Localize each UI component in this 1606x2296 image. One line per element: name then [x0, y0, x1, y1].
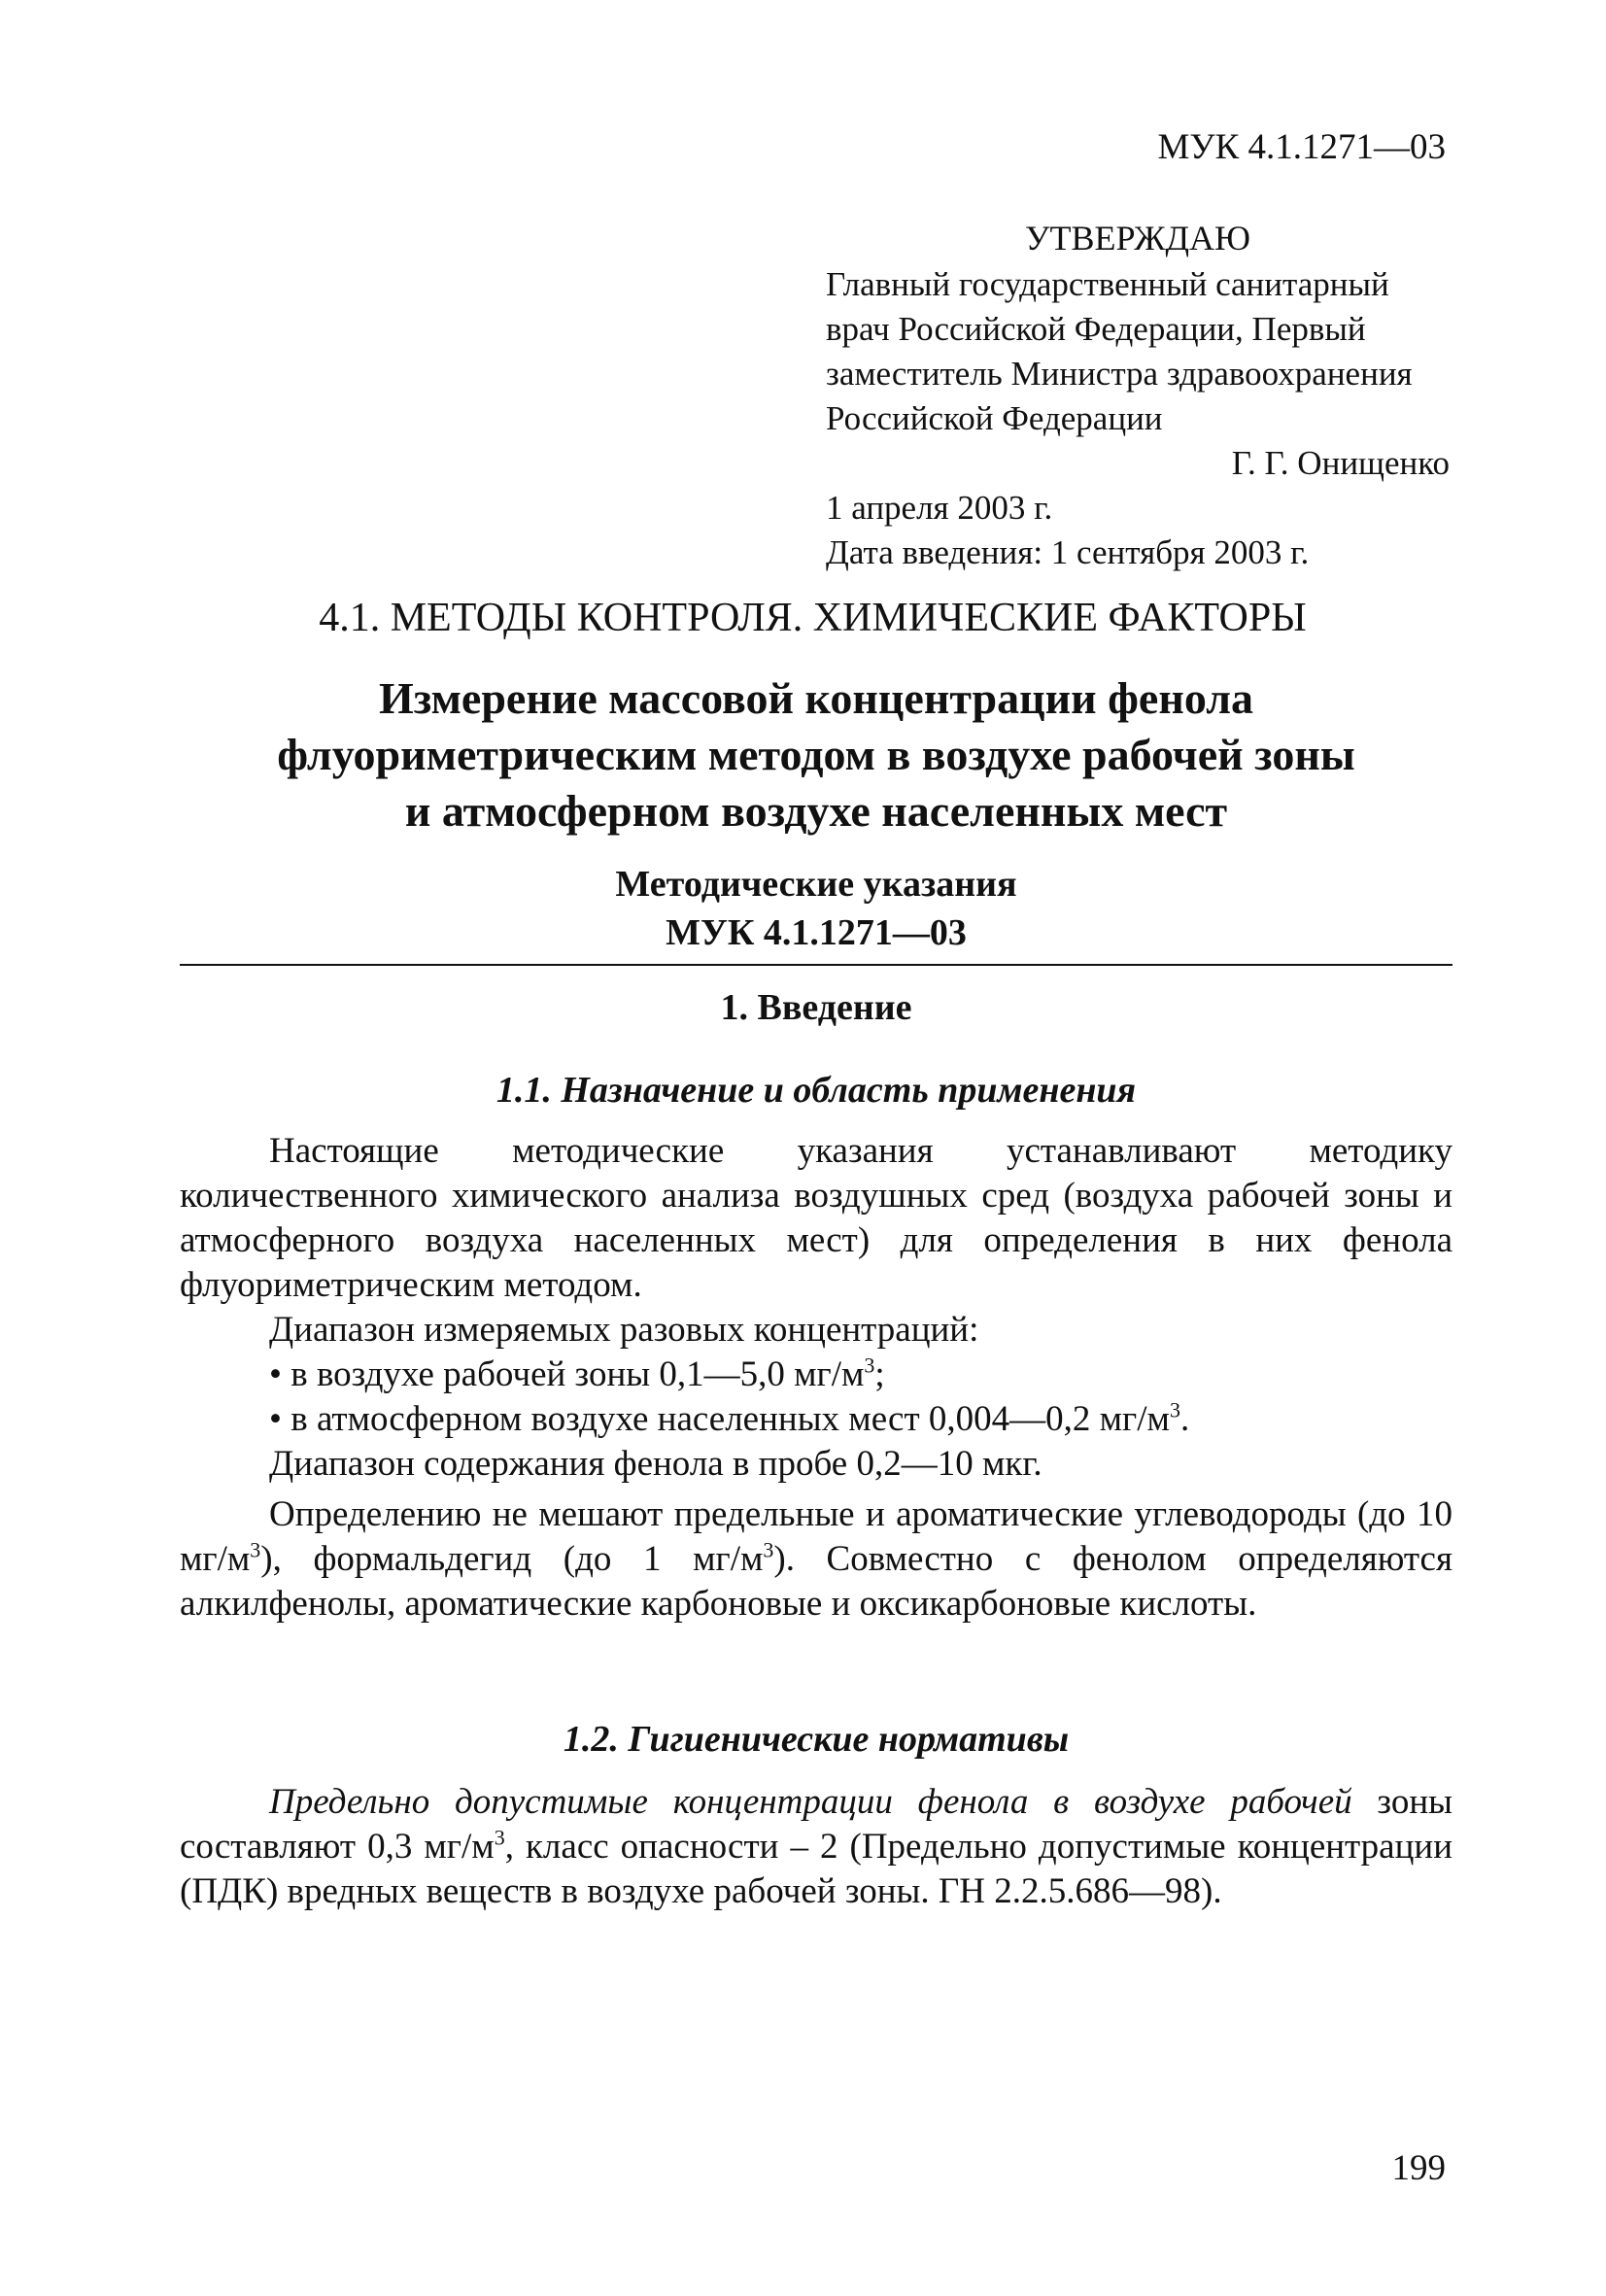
- approval-line: заместитель Министра здравоохранения: [826, 355, 1413, 393]
- bullet-icon: •: [269, 1399, 291, 1439]
- section-heading: 1. Введение: [720, 987, 912, 1028]
- paragraph: Диапазон измеряемых разовых концентраций:: [269, 1310, 979, 1350]
- bullet-icon: •: [269, 1354, 291, 1394]
- document-type: [175, 860, 1457, 957]
- list-item: • в воздухе рабочей зоны 0,1—5,0 $мг/м^3$;: [269, 1353, 885, 1394]
- page-number: 199: [1391, 2148, 1446, 2188]
- title-line: и атмосферном воздухе населенных мест: [404, 786, 1228, 836]
- subsection-heading: 1.1. Назначение и область применения: [495, 1070, 1137, 1111]
- paragraph: Определению не мешают предельные и ароматические углеводороды (до 10 $мг/м^3$), формальдегид (до 1 $мг/м^3$). Совместно с фенолом определяются алкилфенолы, ароматические карбоновые и оксикарбоновые кислоты.: [180, 1494, 1452, 1624]
- approval-line: Российской Федерации: [826, 399, 1163, 437]
- list-item: • в атмосферном воздухе населенных мест 0,004—0,2 $мг/м^3$.: [269, 1397, 1190, 1439]
- paragraph: Предельно допустимые концентрации фенола в воздухе рабочей зоны составляют 0,3 $мг/м^3$, класс опасности – 2 (Предельно допустимые концентрации (ПДК) вредных веществ в воздухе рабочей зоны. ГН 2.2.5.686—98).: [180, 1782, 1452, 1911]
- doc-type-line: Методические указания: [615, 864, 1017, 905]
- subsection-body: [180, 1780, 1452, 1914]
- title-line: Измерение массовой концентрации фенола: [378, 673, 1254, 723]
- intro-date: Дата введения: 1 сентября 2003 г.: [826, 533, 1310, 571]
- divider: [180, 964, 1452, 966]
- subsection-heading: 1.2. Гигиенические нормативы: [563, 1719, 1070, 1760]
- subsection-body: [180, 1129, 1452, 1627]
- approval-signer: Г. Г. Онищенко: [1231, 444, 1450, 482]
- approval-date: 1 апреля 2003 г.: [826, 489, 1053, 527]
- series-heading: 4.1. МЕТОДЫ КОНТРОЛЯ. ХИМИЧЕСКИЕ ФАКТОРЫ: [319, 596, 1307, 640]
- paragraph: Диапазон содержания фенола в пробе 0,2—10 мкг.: [269, 1444, 1042, 1484]
- approval-line: врач Российской Федерации, Первый: [826, 310, 1366, 348]
- approval-block: [826, 216, 1450, 575]
- doc-code-header: МУК 4.1.1271—03: [1157, 127, 1446, 167]
- title-line: флуориметрическим методом в воздухе рабочей зоны: [277, 730, 1355, 779]
- approval-line: Главный государственный санитарный: [826, 265, 1389, 303]
- approval-title: УТВЕРЖДАЮ: [1024, 219, 1251, 257]
- document-title: [175, 670, 1457, 840]
- doc-type-code: МУК 4.1.1271—03: [666, 912, 967, 953]
- paragraph: Настоящие методические указания устанавливают методику количественного химического анализа воздушных сред (воздуха рабочей зоны и атмосферного воздуха населенных мест) для определения в них фенола флуориметрическим методом.: [180, 1131, 1452, 1305]
